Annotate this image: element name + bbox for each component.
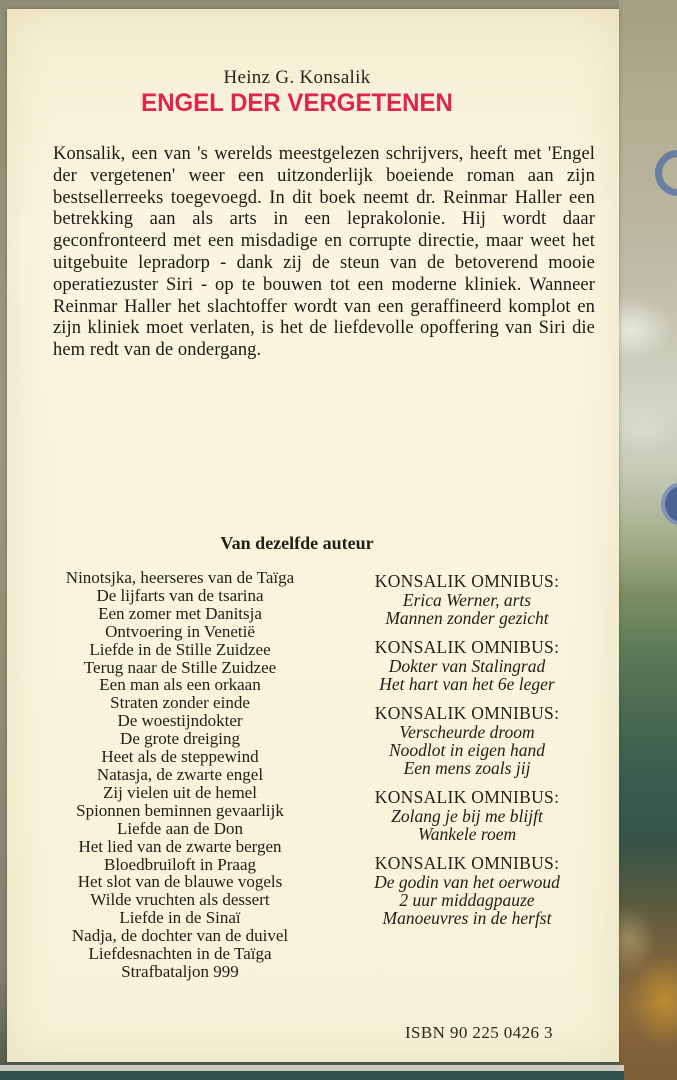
book-list-item: Terug naar de Stille Zuidzee <box>83 657 277 677</box>
book-list-item: Ontvoering in Venetië <box>105 621 255 641</box>
book-list-item: Heet als de steppewind <box>101 747 259 767</box>
book-list-item: Nadja, de dochter van de duivel <box>71 926 289 946</box>
omnibus-title: Zolang je bij me blijft <box>391 805 543 826</box>
book-list-item: Het slot van de blauwe vogels <box>77 872 283 892</box>
book-list-item: Natasja, de zwarte engel <box>96 764 264 784</box>
omnibus-group <box>355 637 579 694</box>
omnibus-group <box>355 571 579 628</box>
book-list-item: Een zomer met Danitsja <box>98 603 262 623</box>
book-list-item: Spionnen beminnen gevaarlijk <box>76 800 284 820</box>
book-list-item: Zij vielen uit de hemel <box>103 782 257 802</box>
omnibus-title: Een mens zoals jij <box>403 758 531 779</box>
omnibus-title: Het hart van het 6e leger <box>379 674 555 695</box>
omnibus-series-label: KONSALIK OMNIBUS: <box>374 702 560 723</box>
book-list-item: De grote dreiging <box>120 729 240 749</box>
book-list-item: Strafbataljon 999 <box>121 961 239 981</box>
omnibus-series-label: KONSALIK OMNIBUS: <box>374 571 560 591</box>
omnibus-title: Manoeuvres in de herfst <box>382 908 552 929</box>
omnibus-title: De godin van het oerwoud <box>374 871 560 892</box>
omnibus-column <box>355 571 579 937</box>
omnibus-series-label: KONSALIK OMNIBUS: <box>374 852 560 873</box>
omnibus-title: Verscheurde droom <box>399 721 535 742</box>
section-heading: Van dezelfde auteur <box>220 533 374 553</box>
book-list-item: Liefde aan de Don <box>116 818 244 838</box>
book-list-item: Een man als een orkaan <box>99 675 261 695</box>
omnibus-series-label: KONSALIK OMNIBUS: <box>374 636 560 657</box>
book-list-item: Liefdesnachten in de Taïga <box>88 944 272 964</box>
omnibus-group <box>355 703 579 778</box>
isbn-text: ISBN 90 225 0426 3 <box>405 1023 553 1042</box>
author-name: Heinz G. Konsalik <box>223 67 371 88</box>
bottom-edge-strip <box>0 1071 624 1080</box>
book-list-item: Straten zonder einde <box>110 693 250 713</box>
back-cover-page <box>7 9 619 1062</box>
book-list-item: Ninotsjka, heerseres van de Taïga <box>65 568 295 587</box>
omnibus-title: Dokter van Stalingrad <box>388 655 546 676</box>
book-list <box>30 569 330 981</box>
omnibus-series-label: KONSALIK OMNIBUS: <box>374 786 560 807</box>
omnibus-title: Noodlot in eigen hand <box>388 740 546 761</box>
omnibus-title: Mannen zonder gezicht <box>385 608 549 629</box>
book-list-item: Liefde in de Sinaï <box>119 908 241 928</box>
book-list-item: Bloedbruiloft in Praag <box>103 854 257 874</box>
omnibus-title: Wankele roem <box>417 824 517 845</box>
book-list-item: De woestijndokter <box>117 711 243 731</box>
book-list-item: Liefde in de Stille Zuidzee <box>89 639 271 659</box>
omnibus-group <box>355 853 579 928</box>
omnibus-title: Erica Werner, arts <box>402 590 532 610</box>
blurb-text: Konsalik, een van 's werelds meestgelezen schrijvers, heeft met 'Engel der vergetenen' weer een uitzonderlijk boeiende roman aan zijn bestsellerreeks toegevoegd. In dit boek neemt dr. Reinmar Haller een betrekking aan als arts in een leprakolonie. Hij wordt daar geconfronteerd met een misdadige en corrupte directie, maar weet het uitgebuite lepradorp - dank zij de steun van de betoverend mooie operatiezuster Siri - op te bouwen tot een moderne kliniek. Wanneer Reinmar Haller het slachtoffer wordt van een geraffineerd komplot en zijn kliniek moet verlaten, is het de liefdevolle opoffering van Siri die hem redt van de ondergang. <box>53 144 595 361</box>
omnibus-group <box>355 787 579 844</box>
book-list-item: Wilde vruchten als dessert <box>90 890 270 910</box>
book-title: ENGEL DER VERGETENEN <box>141 89 453 117</box>
book-list-item: Het lied van de zwarte bergen <box>78 836 282 856</box>
book-list-item: De lijfarts van de tsarina <box>96 585 264 605</box>
omnibus-title: 2 uur middagpauze <box>399 890 535 911</box>
